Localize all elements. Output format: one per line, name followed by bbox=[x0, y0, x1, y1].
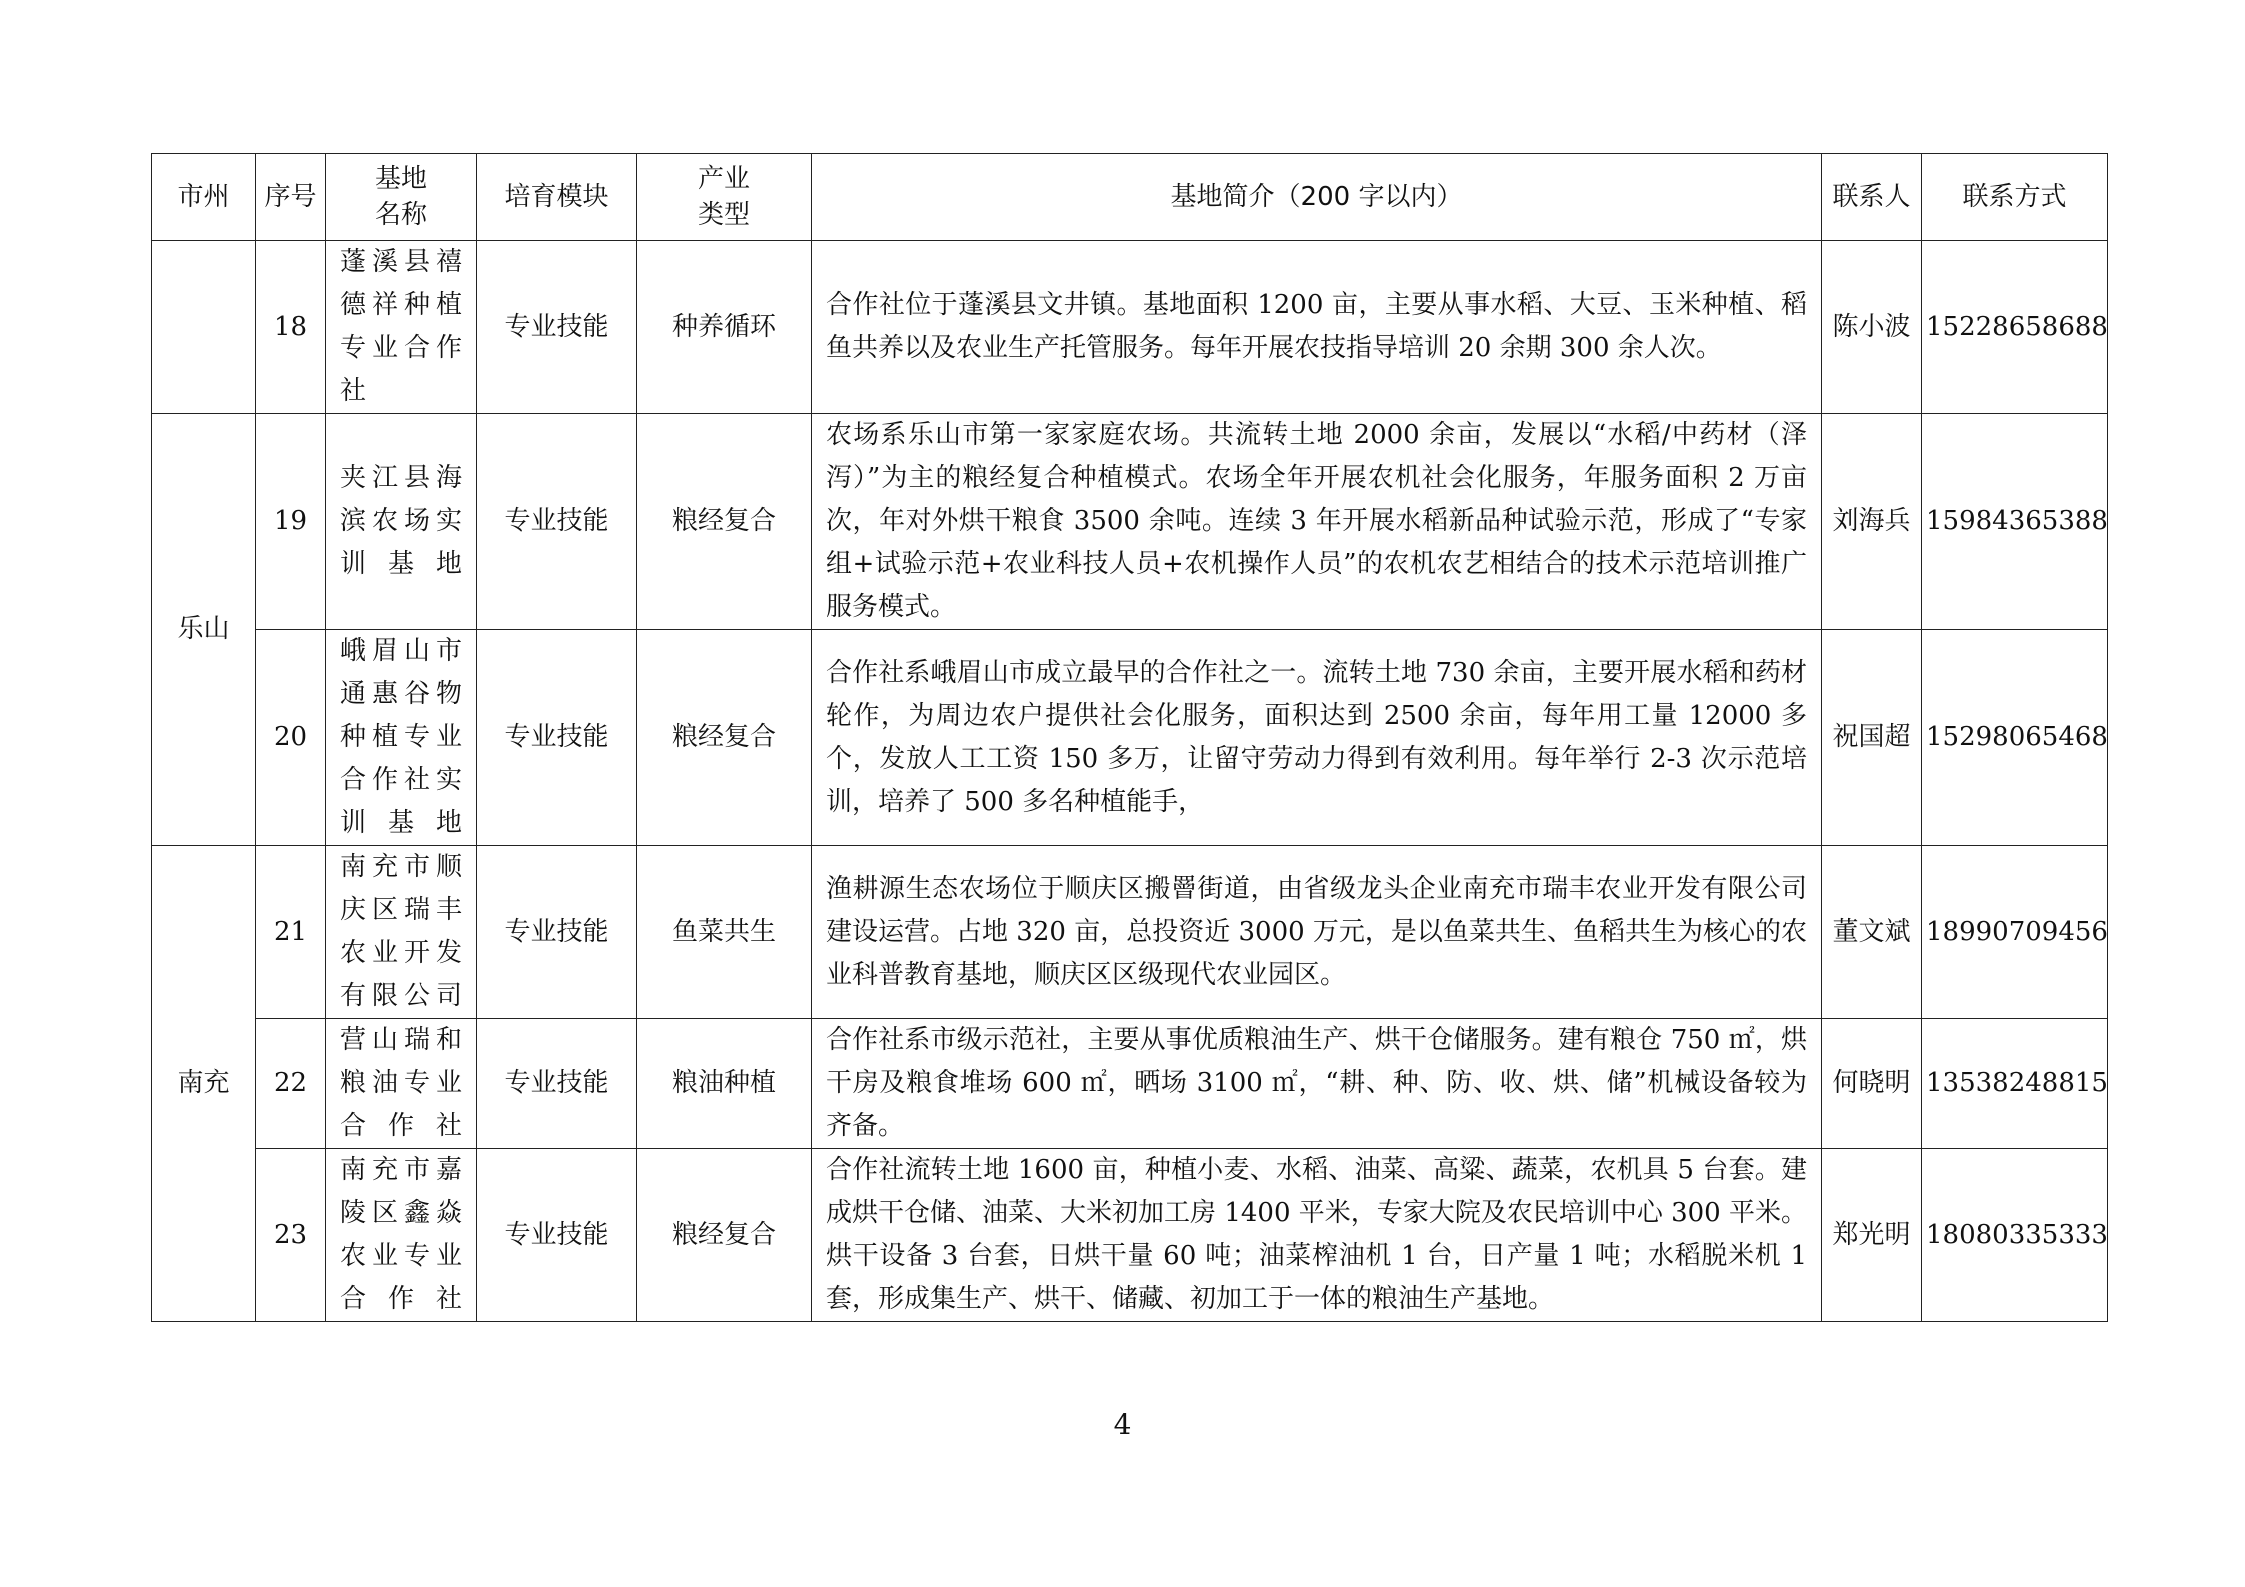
contact-cell: 祝国超 bbox=[1822, 630, 1922, 846]
city-cell-nanchong: 南充 bbox=[152, 846, 256, 1322]
module-cell: 专业技能 bbox=[477, 846, 637, 1019]
industry-cell: 粮经复合 bbox=[637, 1149, 812, 1322]
seq-cell: 21 bbox=[256, 846, 326, 1019]
header-intro: 基地简介（200 字以内） bbox=[812, 154, 1822, 241]
phone-cell: 18990709456 bbox=[1922, 846, 2108, 1019]
base-name-cell: 夹江县海滨农场实训基地 bbox=[326, 414, 477, 630]
seq-cell: 23 bbox=[256, 1149, 326, 1322]
module-cell: 专业技能 bbox=[477, 1019, 637, 1149]
table-row bbox=[152, 414, 2108, 630]
page-number: 4 bbox=[1113, 1408, 1132, 1441]
phone-cell: 18080335333 bbox=[1922, 1149, 2108, 1322]
seq-cell: 19 bbox=[256, 414, 326, 630]
phone-cell: 13538248815 bbox=[1922, 1019, 2108, 1149]
phone-cell: 15984365388 bbox=[1922, 414, 2108, 630]
header-city: 市州 bbox=[152, 154, 256, 241]
industry-cell: 鱼菜共生 bbox=[637, 846, 812, 1019]
base-name-cell: 峨眉山市通惠谷物种植专业合作社实训基地 bbox=[326, 630, 477, 846]
base-table bbox=[151, 153, 2108, 1322]
seq-cell: 18 bbox=[256, 241, 326, 414]
industry-cell: 粮经复合 bbox=[637, 630, 812, 846]
city-cell-empty bbox=[152, 241, 256, 414]
base-name-cell: 营山瑞和粮油专业合作社 bbox=[326, 1019, 477, 1149]
header-row bbox=[152, 154, 2108, 241]
module-cell: 专业技能 bbox=[477, 1149, 637, 1322]
table-row bbox=[152, 630, 2108, 846]
base-name-cell: 南充市嘉陵区鑫焱农业专业合作社 bbox=[326, 1149, 477, 1322]
industry-cell: 种养循环 bbox=[637, 241, 812, 414]
contact-cell: 董文斌 bbox=[1822, 846, 1922, 1019]
intro-cell: 农场系乐山市第一家家庭农场。共流转土地 2000 余亩，发展以“水稻/中药材（泽泻）”为主的粮经复合种植模式。农场全年开展农机社会化服务，年服务面积 2 万亩次，年对外烘干粮食 3500 余吨。连续 3 年开展水稻新品种试验示范，形成了“专家组+试验示范+农业科技人员+农机操作人员”的农机农艺相结合的技术示范培训推广服务模式。 bbox=[812, 414, 1822, 630]
intro-cell: 合作社系峨眉山市成立最早的合作社之一。流转土地 730 余亩，主要开展水稻和药材轮作，为周边农户提供社会化服务，面积达到 2500 余亩，每年用工量 12000 多个，发放人工工资 150 多万，让留守劳动力得到有效利用。每年举行 2-3 次示范培训，培养了 500 多名种植能手， bbox=[812, 630, 1822, 846]
base-name-cell: 南充市顺庆区瑞丰农业开发有限公司 bbox=[326, 846, 477, 1019]
intro-cell: 合作社位于蓬溪县文井镇。基地面积 1200 亩，主要从事水稻、大豆、玉米种植、稻鱼共养以及农业生产托管服务。每年开展农技指导培训 20 余期 300 余人次。 bbox=[812, 241, 1822, 414]
industry-cell: 粮油种植 bbox=[637, 1019, 812, 1149]
contact-cell: 郑光明 bbox=[1822, 1149, 1922, 1322]
module-cell: 专业技能 bbox=[477, 241, 637, 414]
header-name-line2: 名称 bbox=[374, 200, 427, 230]
header-name bbox=[326, 154, 477, 241]
header-industry bbox=[637, 154, 812, 241]
phone-cell: 15298065468 bbox=[1922, 630, 2108, 846]
header-contact: 联系人 bbox=[1822, 154, 1922, 241]
industry-cell: 粮经复合 bbox=[637, 414, 812, 630]
module-cell: 专业技能 bbox=[477, 630, 637, 846]
intro-cell: 合作社流转土地 1600 亩，种植小麦、水稻、油菜、高粱、蔬菜，农机具 5 台套。建成烘干仓储、油菜、大米初加工房 1400 平米，专家大院及农民培训中心 300 平米。烘干设备 3 台套，日烘干量 60 吨；油菜榨油机 1 台，日产量 1 吨；水稻脱米机 1 套，形成集生产、烘干、储藏、初加工于一体的粮油生产基地。 bbox=[812, 1149, 1822, 1322]
module-cell: 专业技能 bbox=[477, 414, 637, 630]
contact-cell: 何晓明 bbox=[1822, 1019, 1922, 1149]
intro-cell: 渔耕源生态农场位于顺庆区搬罾街道，由省级龙头企业南充市瑞丰农业开发有限公司建设运营。占地 320 亩，总投资近 3000 万元，是以鱼菜共生、鱼稻共生为核心的农业科普教育基地，顺庆区区级现代农业园区。 bbox=[812, 846, 1822, 1019]
seq-cell: 22 bbox=[256, 1019, 326, 1149]
table-row bbox=[152, 1149, 2108, 1322]
header-industry-line1: 产业 bbox=[697, 164, 750, 194]
header-phone: 联系方式 bbox=[1922, 154, 2108, 241]
header-industry-line2: 类型 bbox=[697, 200, 750, 230]
header-module: 培育模块 bbox=[477, 154, 637, 241]
header-seq: 序号 bbox=[256, 154, 326, 241]
base-name-cell: 蓬溪县禧德祥种植专业合作社 bbox=[326, 241, 477, 414]
table-row bbox=[152, 1019, 2108, 1149]
header-name-line1: 基地 bbox=[374, 164, 427, 194]
table-row bbox=[152, 241, 2108, 414]
table-row bbox=[152, 846, 2108, 1019]
contact-cell: 刘海兵 bbox=[1822, 414, 1922, 630]
city-cell-leshan: 乐山 bbox=[152, 414, 256, 846]
phone-cell: 15228658688 bbox=[1922, 241, 2108, 414]
seq-cell: 20 bbox=[256, 630, 326, 846]
contact-cell: 陈小波 bbox=[1822, 241, 1922, 414]
intro-cell: 合作社系市级示范社，主要从事优质粮油生产、烘干仓储服务。建有粮仓 750 ㎡，烘干房及粮食堆场 600 ㎡，晒场 3100 ㎡，“耕、种、防、收、烘、储”机械设备较为齐备。 bbox=[812, 1019, 1822, 1149]
